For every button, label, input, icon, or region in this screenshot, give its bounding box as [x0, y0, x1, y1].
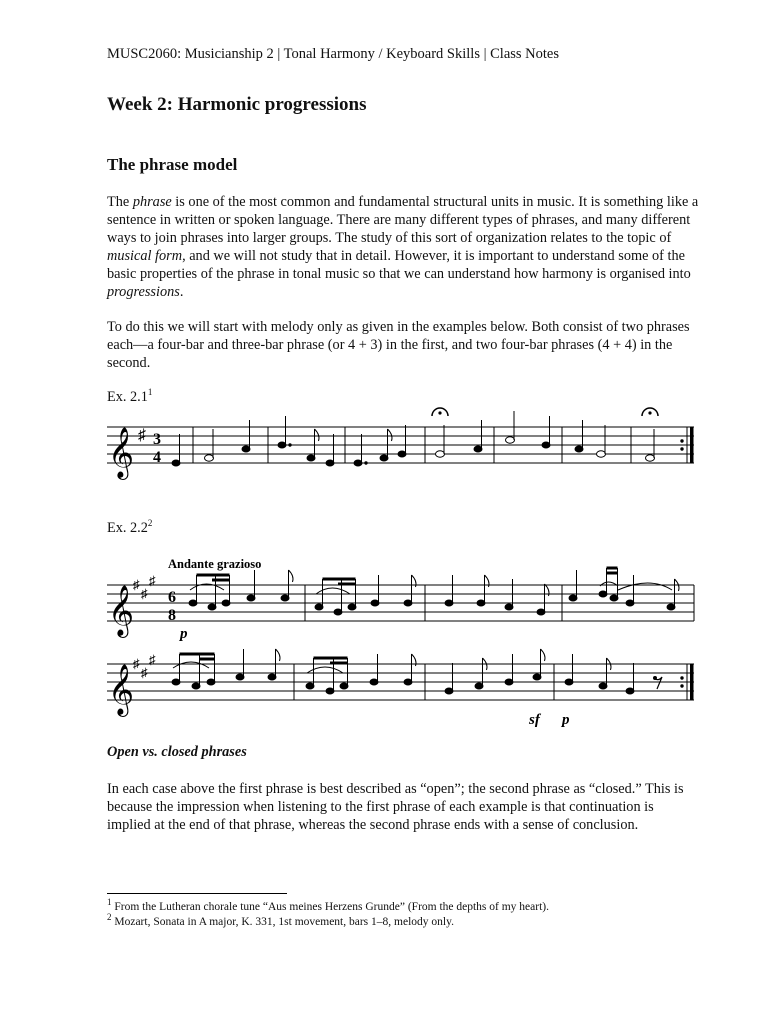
time-signature-top: 3: [153, 431, 161, 448]
paragraph-open-closed: In each case above the first phrase is best described as “open”; the second phrase as “closed.” This is because the impression when listening to the first phrase of each example is that continuation is implied at the end of that phrase, whereas the second phrase ends with a sense of conclusion.: [107, 781, 684, 833]
term-phrase: phrase: [132, 194, 172, 210]
staff-example-2-2-line-2: [107, 664, 694, 700]
text-run: is one of the most common and fundamental structural units in music. It is something like a sentence in written or spoken language. There are many different types of phrases, and many different ways to join phrases into larger groups. The study of this sort of organization relates to the topic of: [107, 194, 699, 246]
treble-clef-icon: 𝄞: [108, 665, 135, 714]
sharp-icon: ♯: [133, 656, 140, 671]
staff-example-2-1: [107, 427, 694, 463]
footnote-divider: [107, 893, 287, 894]
time-signature-bottom: 8: [168, 607, 176, 624]
subheading-open-closed: Open vs. closed phrases: [107, 744, 247, 760]
fermata-icon: [432, 408, 448, 416]
dynamic-piano: p: [180, 626, 188, 642]
notes-example-2-2-line-1: [189, 568, 679, 615]
tempo-marking: Andante grazioso: [168, 557, 262, 571]
sharp-icon: ♯: [149, 652, 156, 667]
paragraph-melody-examples: To do this we will start with melody only as given in the examples below. Both consist of two phrases each—a four-bar and three-bar phrase (or 4 + 3) in the first, and two four-bar phrases (4 + 4) in the second.: [107, 319, 690, 371]
week-title: Week 2: Harmonic progressions: [107, 94, 367, 115]
treble-clef-icon: 𝄞: [108, 428, 135, 477]
footnote-ref: 1: [147, 387, 153, 398]
example-label-text: Ex. 2.2: [107, 520, 148, 536]
footnote-2: [107, 912, 454, 928]
footnote-number: 2: [107, 912, 112, 923]
sharp-icon: ♯: [149, 573, 156, 588]
time-signature-top: 6: [168, 589, 176, 606]
sharp-icon: ♯: [141, 665, 148, 680]
notes-example-2-2-line-2: [172, 649, 634, 694]
text-run: , and we will not study that in detail. However, it is important to understand some of the basic properties of the phrase in tonal music so that we can understand how harmony is organised into: [107, 248, 691, 282]
sharp-icon: ♯: [133, 577, 140, 592]
section-title: The phrase model: [107, 155, 238, 174]
example-label-text: Ex. 2.1: [107, 389, 148, 405]
time-signature-bottom: 4: [153, 449, 161, 466]
dynamic-piano: p: [562, 712, 570, 728]
notes-example-2-1: [172, 411, 655, 466]
text-run: .: [179, 284, 184, 300]
footnote-text: Mozart, Sonata in A major, K. 331, 1st movement, bars 1–8, melody only.: [111, 916, 454, 928]
term-progressions: progressions: [107, 284, 180, 300]
text-run: The: [107, 194, 133, 210]
footnote-1: [107, 897, 549, 913]
treble-clef-icon: 𝄞: [108, 586, 135, 635]
footnote-text: From the Lutheran chorale tune “Aus meines Herzens Grunde” (From the depths of my heart).: [111, 901, 549, 913]
sharp-icon: ♯: [138, 427, 146, 444]
dynamic-sforzando: sf: [529, 712, 540, 728]
fermata-icon: [642, 408, 658, 416]
footnote-number: 1: [107, 897, 112, 908]
footnote-ref: 2: [147, 518, 153, 529]
course-header: MUSC2060: Musicianship 2 | Tonal Harmony / Keyboard Skills | Class Notes: [107, 46, 559, 62]
term-musical-form: musical form: [107, 248, 183, 264]
sharp-icon: ♯: [141, 586, 148, 601]
